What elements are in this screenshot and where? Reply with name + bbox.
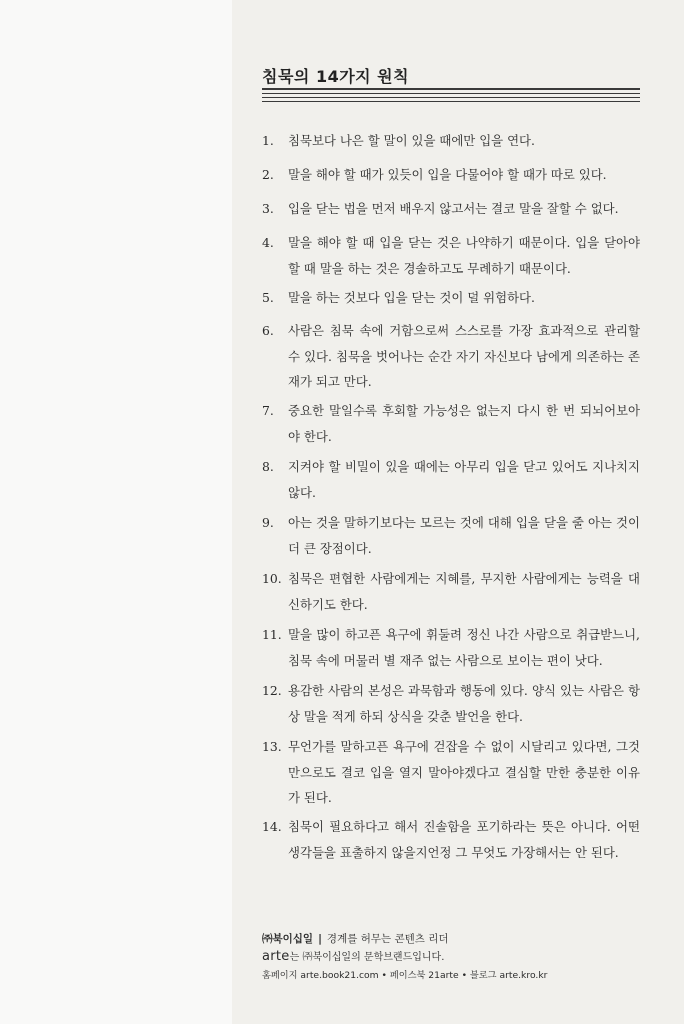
principle-item xyxy=(262,196,640,222)
brand-note: 는 ㈜북이십일의 문학브랜드입니다. xyxy=(289,952,445,963)
separator: | xyxy=(318,933,322,945)
principle-item xyxy=(262,230,640,281)
principle-item xyxy=(262,285,640,311)
principle-text: 중요한 말일수록 후회할 가능성은 없는지 다시 한 번 되뇌어보아야 한다. xyxy=(288,403,640,444)
principle-number: 3. xyxy=(262,201,274,216)
principle-item xyxy=(262,128,640,154)
principle-number: 5. xyxy=(262,290,274,305)
principle-number: 9. xyxy=(262,515,274,530)
brand-logo: arte xyxy=(262,949,290,964)
principle-text: 말을 해야 할 때가 있듯이 입을 다물어야 할 때가 따로 있다. xyxy=(288,167,607,182)
page-title: 침묵의 14가지 원칙 xyxy=(262,67,410,86)
principle-text: 침묵보다 나은 할 말이 있을 때에만 입을 연다. xyxy=(288,133,535,148)
principle-number: 8. xyxy=(262,459,274,474)
principle-text: 침묵이 필요하다고 해서 진솔함을 포기하라는 뜻은 아니다. 어떤 생각들을 표출하지 않을지언정 그 무엇도 가장해서는 안 된다. xyxy=(288,819,640,860)
title-rule xyxy=(262,93,640,94)
publisher-slogan: 경계를 허무는 콘텐츠 리더 xyxy=(326,933,449,945)
principle-text: 사람은 침묵 속에 거함으로써 스스로를 가장 효과적으로 관리할 수 있다. 침묵을 벗어나는 순간 자기 자신보다 남에게 의존하는 존재가 되고 만다. xyxy=(288,323,640,389)
publisher-line xyxy=(262,930,642,948)
title-rule xyxy=(262,101,640,102)
principle-number: 10. xyxy=(262,571,282,586)
principle-text: 지켜야 할 비밀이 있을 때에는 아무리 입을 닫고 있어도 지나치지 않다. xyxy=(288,459,640,500)
principle-item xyxy=(262,622,640,673)
title-rule-thick xyxy=(262,88,640,90)
principle-item xyxy=(262,734,640,811)
principle-text: 무언가를 말하고픈 욕구에 걷잡을 수 없이 시달리고 있다면, 그것만으로도 결코 입을 열지 말아야겠다고 결심할 만한 충분한 이유가 된다. xyxy=(288,739,640,805)
principle-text: 아는 것을 말하기보다는 모르는 것에 대해 입을 닫을 줄 아는 것이 더 큰 장점이다. xyxy=(288,515,640,556)
principle-text: 용감한 사람의 본성은 과묵함과 행동에 있다. 양식 있는 사람은 항상 말을 적게 하되 상식을 갖춘 발언을 한다. xyxy=(288,683,640,724)
facing-page-edge xyxy=(0,0,232,1024)
principle-text: 입을 닫는 법을 먼저 배우지 않고서는 결코 말을 잘할 수 없다. xyxy=(288,201,619,216)
contact-line: 홈페이지 arte.book21.com • 페이스북 21arte • 블로그 arte.kro.kr xyxy=(262,970,548,981)
principle-number: 11. xyxy=(262,627,282,642)
principle-text: 말을 많이 하고픈 욕구에 휘둘려 정신 나간 사람으로 취급받느니, 침묵 속에 머물러 별 재주 없는 사람으로 보이는 편이 낫다. xyxy=(288,627,640,668)
principle-item xyxy=(262,398,640,449)
principle-number: 7. xyxy=(262,403,274,418)
principle-item xyxy=(262,318,640,395)
principle-number: 4. xyxy=(262,235,274,250)
principle-number: 14. xyxy=(262,819,282,834)
principle-number: 1. xyxy=(262,133,274,148)
publisher-footer xyxy=(262,930,642,985)
principle-item xyxy=(262,814,640,865)
title-rule xyxy=(262,97,640,98)
principle-item xyxy=(262,566,640,617)
principle-item xyxy=(262,454,640,505)
brand-line xyxy=(262,948,642,967)
principle-number: 13. xyxy=(262,739,282,754)
principle-text: 말을 해야 할 때 입을 닫는 것은 나약하기 때문이다. 입을 닫아야 할 때 말을 하는 것은 경솔하고도 무례하기 때문이다. xyxy=(288,235,640,276)
publisher-name: ㈜북이십일 xyxy=(262,933,314,945)
principle-number: 12. xyxy=(262,683,282,698)
principle-item xyxy=(262,510,640,561)
principle-text: 말을 하는 것보다 입을 닫는 것이 덜 위험하다. xyxy=(288,290,535,305)
principle-number: 6. xyxy=(262,323,274,338)
principle-text: 침묵은 편협한 사람에게는 지혜를, 무지한 사람에게는 능력을 대신하기도 한다. xyxy=(288,571,640,612)
principle-item xyxy=(262,678,640,729)
principle-number: 2. xyxy=(262,167,274,182)
principle-item xyxy=(262,162,640,188)
